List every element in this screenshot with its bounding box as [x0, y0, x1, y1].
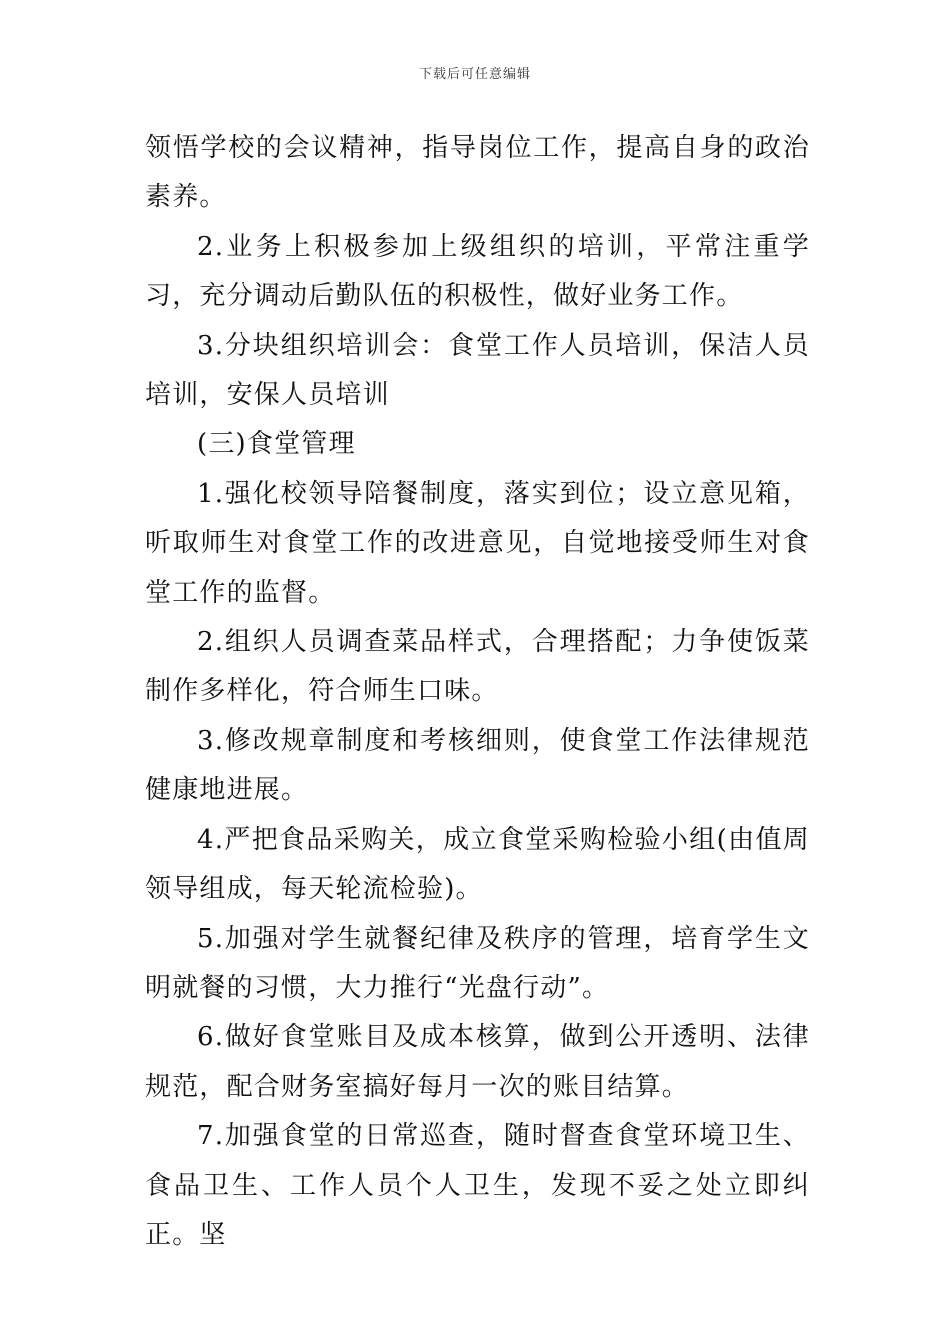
paragraph-item-training-2: 2.业务上积极参加上级组织的培训，平常注重学习，充分调动后勤队伍的积极性，做好业务工作。 — [145, 231, 810, 312]
paragraph-item-canteen-6: 6.做好食堂账目及成本核算，做到公开透明、法律规范，配合财务室搞好每月一次的账目结算。 — [145, 1022, 810, 1102]
document-body — [145, 124, 810, 1260]
paragraph-item-canteen-2: 2.组织人员调查菜品样式，合理搭配；力争使饭菜制作多样化，符合师生口味。 — [145, 627, 810, 707]
section-heading-canteen: (三)食堂管理 — [197, 429, 356, 460]
paragraph-continuation: 领悟学校的会议精神，指导岗位工作，提高自身的政治素养。 — [145, 133, 810, 213]
paragraph-item-canteen-4: 4.严把食品采购关，成立食堂采购检验小组(由值周领导组成，每天轮流检验)。 — [145, 824, 810, 905]
paragraph-item-canteen-1: 1.强化校领导陪餐制度，落实到位；设立意见箱，听取师生对食堂工作的改进意见，自觉地接受师生对食堂工作的监督。 — [145, 478, 810, 608]
paragraph-item-canteen-7: 7.加强食堂的日常巡查，随时督查食堂环境卫生、食品卫生、工作人员个人卫生，发现不妥之处立即纠正。坚 — [145, 1121, 810, 1250]
paragraph-item-canteen-3: 3.修改规章制度和考核细则，使食堂工作法律规范健康地进展。 — [145, 725, 810, 806]
paragraph-item-canteen-5: 5.加强对学生就餐纪律及秩序的管理，培育学生文明就餐的习惯，大力推行“光盘行动”。 — [145, 923, 810, 1003]
paragraph-item-training-3: 3.分块组织培训会：食堂工作人员培训，保洁人员培训，安保人员培训 — [145, 330, 810, 411]
page-header-note: 下载后可任意编辑 — [418, 67, 531, 82]
